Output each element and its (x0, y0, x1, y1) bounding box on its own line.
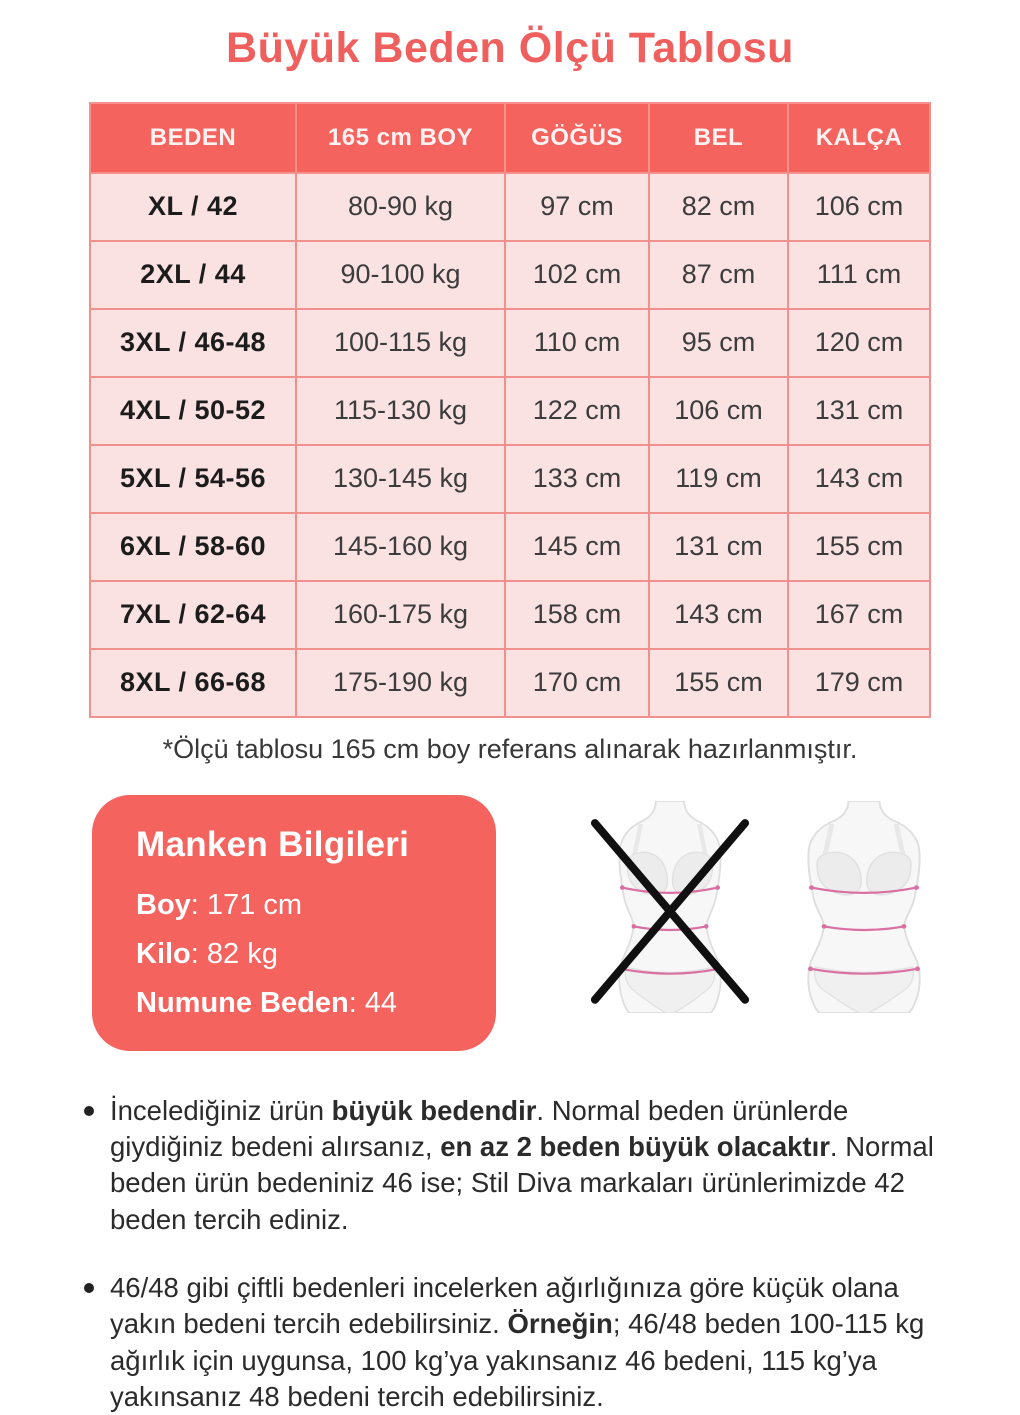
curvy-body-icon (774, 801, 954, 1013)
figures (580, 801, 954, 1013)
value-cell: 133 cm (505, 445, 649, 513)
size-cell: 3XL / 46-48 (90, 309, 296, 377)
table-row (90, 241, 930, 309)
value-cell: 175-190 kg (296, 649, 505, 717)
value-cell: 87 cm (649, 241, 788, 309)
table-row (90, 377, 930, 445)
size-table-header (90, 103, 930, 173)
header-cell-kalca: KALÇA (788, 103, 930, 173)
table-row (90, 309, 930, 377)
value-cell: 143 cm (649, 581, 788, 649)
body-figure-correct (774, 801, 954, 1013)
value-cell: 122 cm (505, 377, 649, 445)
value-cell: 158 cm (505, 581, 649, 649)
value-cell: 106 cm (649, 377, 788, 445)
size-table-body (90, 173, 930, 717)
size-cell: 7XL / 62-64 (90, 581, 296, 649)
value-cell: 167 cm (788, 581, 930, 649)
size-cell: 4XL / 50-52 (90, 377, 296, 445)
bullet-dot-icon (84, 1106, 94, 1116)
slim-body-crossed-icon (580, 801, 760, 1013)
bullet-list (84, 1093, 950, 1415)
header-cell-beden: BEDEN (90, 103, 296, 173)
value-cell: 131 cm (649, 513, 788, 581)
value-cell: 111 cm (788, 241, 930, 309)
value-cell: 82 cm (649, 173, 788, 241)
model-info-card (92, 795, 496, 1051)
value-cell: 130-145 kg (296, 445, 505, 513)
value-cell: 131 cm (788, 377, 930, 445)
bullet-dot-icon (84, 1283, 94, 1293)
bullet-item (84, 1270, 950, 1415)
model-info-title: Manken Bilgileri (136, 824, 410, 864)
size-table (89, 102, 931, 718)
value-cell: 115-130 kg (296, 377, 505, 445)
value-cell: 106 cm (788, 173, 930, 241)
value-cell: 160-175 kg (296, 581, 505, 649)
size-cell: 5XL / 54-56 (90, 445, 296, 513)
table-row (90, 581, 930, 649)
table-row (90, 445, 930, 513)
value-cell: 119 cm (649, 445, 788, 513)
bullet-text: 46/48 gibi çiftli bedenleri incelerken ağırlığınıza göre küçük olana yakın bedeni tercih edebilirsiniz. Örneğin; 46/48 beden 100-115 kg ağırlık için uygunsa, 100 kg’ya yakınsanız 46 bedeni, 115 kg’ya yakınsanız 48 bedeni tercih edebilirsiniz. (110, 1272, 925, 1412)
value-cell: 90-100 kg (296, 241, 505, 309)
value-cell: 100-115 kg (296, 309, 505, 377)
size-cell: 8XL / 66-68 (90, 649, 296, 717)
size-cell: XL / 42 (90, 173, 296, 241)
value-cell: 80-90 kg (296, 173, 505, 241)
bullet-text: İncelediğiniz ürün büyük bedendir. Normal beden ürünlerde giydiğiniz bedeni alırsanız, en az 2 beden büyük olacaktır. Normal beden ürün bedeniniz 46 ise; Stil Diva markaları ürünlerimizde 42 beden tercih ediniz. (110, 1094, 934, 1235)
model-info-line-numune: Numune Beden: 44 (136, 986, 398, 1019)
value-cell: 155 cm (788, 513, 930, 581)
table-footnote: *Ölçü tablosu 165 cm boy referans alınarak hazırlanmıştır. (162, 733, 858, 764)
model-info-line-kilo: Kilo: 82 kg (136, 937, 278, 970)
value-cell: 179 cm (788, 649, 930, 717)
table-row (90, 513, 930, 581)
model-info-section (92, 795, 1020, 1051)
table-row (90, 173, 930, 241)
header-cell-bel: BEL (649, 103, 788, 173)
header-row (90, 103, 930, 173)
page-title: Büyük Beden Ölçü Tablosu (226, 24, 794, 72)
value-cell: 170 cm (505, 649, 649, 717)
size-cell: 6XL / 58-60 (90, 513, 296, 581)
model-info-line-boy: Boy: 171 cm (136, 888, 303, 921)
value-cell: 145 cm (505, 513, 649, 581)
header-cell-gogus: GÖĞÜS (505, 103, 649, 173)
value-cell: 120 cm (788, 309, 930, 377)
value-cell: 95 cm (649, 309, 788, 377)
value-cell: 102 cm (505, 241, 649, 309)
value-cell: 155 cm (649, 649, 788, 717)
bullet-item (84, 1093, 950, 1238)
value-cell: 143 cm (788, 445, 930, 513)
value-cell: 97 cm (505, 173, 649, 241)
table-row (90, 649, 930, 717)
value-cell: 145-160 kg (296, 513, 505, 581)
value-cell: 110 cm (505, 309, 649, 377)
body-figure-crossed (580, 801, 760, 1013)
size-cell: 2XL / 44 (90, 241, 296, 309)
header-cell-boy: 165 cm BOY (296, 103, 505, 173)
